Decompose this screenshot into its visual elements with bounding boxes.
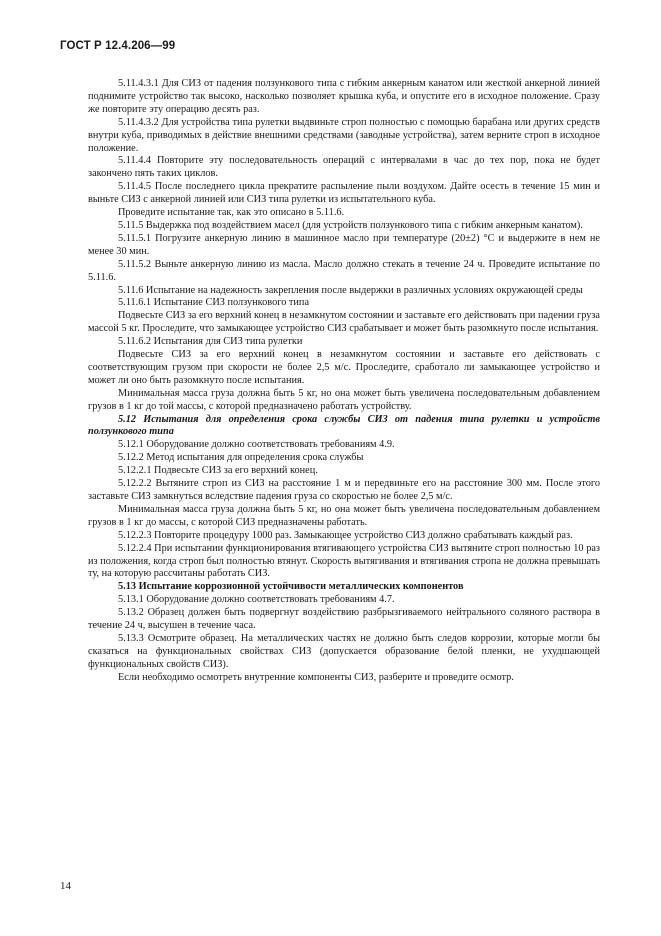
page-number: 14 <box>60 880 71 892</box>
paragraph: Минимальная масса груза должна быть 5 кг, но она может быть увеличена последовательным добавлением грузов в 1 кг до той массы, с которой предназначено работать устройству. <box>88 387 600 412</box>
paragraph: 5.11.4.5 После последнего цикла прекратите распыление пыли воздухом. Дайте осесть в течение 15 мин и выньте СИЗ с анкерной линией или СИЗ типа рулетки из испытательного куба. <box>88 181 600 206</box>
paragraph: Минимальная масса груза должна быть 5 кг, но она может быть увеличена последовательным добавлением грузов в 1 кг до массы, с которой СИЗ предназначены работать. <box>88 503 600 528</box>
section-heading-5-13: 5.13 Испытание коррозионной устойчивости металлических компонентов <box>118 581 464 593</box>
paragraph: 5.12.2.4 При испытании функционирования втягивающего устройства СИЗ вытяните строп полностью 10 раз из положения, когда строп был полностью втянут. Скорость вытягивания и втягивания стропа не должна превышать ту, на которую рассчитаны работать СИЗ. <box>88 542 600 580</box>
paragraph: 5.12.1 Оборудование должно соответствовать требованиям 4.9. <box>118 439 395 451</box>
paragraph: 5.11.6.1 Испытание СИЗ ползункового типа <box>118 297 310 309</box>
paragraph: 5.11.5 Выдержка под воздействием масел (для устройств ползункового типа с гибким анкерным канатом). <box>118 219 583 231</box>
paragraph: 5.13.2 Образец должен быть подвергнут воздействию разбрызгиваемого нейтрального соляного раствора в течение 24 ч, высушен в течение часа. <box>88 607 600 632</box>
paragraph: Если необходимо осмотреть внутренние компоненты СИЗ, разберите и проведите осмотр. <box>118 671 514 683</box>
paragraph: 5.11.5.2 Выньте анкерную линию из масла. Масло должно стекать в течение 24 ч. Проведите испытание по 5.11.6. <box>88 258 600 283</box>
section-heading-5-12: 5.12 Испытания для определения срока службы СИЗ от падения типа рулетки и устройств ползункового типа <box>88 413 600 438</box>
paragraph: 5.11.5.1 Погрузите анкерную линию в машинное масло при температуре (20±2) °С и выдержите в нем не менее 30 мин. <box>88 232 600 257</box>
paragraph: 5.12.2.3 Повторите процедуру 1000 раз. Замыкающее устройство СИЗ должно срабатывать каждый раз. <box>118 529 573 541</box>
paragraph: 5.13.3 Осмотрите образец. На металлических частях не должно быть следов коррозии, которые могли бы сказаться на функциональных свойствах СИЗ (допускается образование белой пленки, не ухудшающей функциональных свойств СИЗ). <box>88 632 600 670</box>
paragraph: 5.12.2.1 Подвесьте СИЗ за его верхний конец. <box>118 465 318 477</box>
paragraph: 5.12.2 Метод испытания для определения срока службы <box>118 452 364 464</box>
document-body <box>88 78 600 685</box>
paragraph: 5.11.4.3.1 Для СИЗ от падения ползункового типа с гибким анкерным канатом или жесткой анкерной линией поднимите устройство так высоко, насколько позволяет крышка куба, и опустите его в исходное положение. Сразу же повторите эту операцию десять раз. <box>88 78 600 115</box>
paragraph: 5.13.1 Оборудование должно соответствовать требованиям 4.7. <box>118 594 395 606</box>
document-header: ГОСТ Р 12.4.206—99 <box>60 40 176 52</box>
paragraph: 5.11.4.4 Повторите эту последовательность операций с интервалами в час до тех пор, пока не будет закончено пять таких циклов. <box>88 155 600 180</box>
paragraph: 5.11.6 Испытание на надежность закрепления после выдержки в различных условиях окружающей среды <box>118 284 583 296</box>
paragraph: Проведите испытание так, как это описано в 5.11.6. <box>118 207 345 219</box>
paragraph: Подвесьте СИЗ за его верхний конец в незамкнутом состоянии и заставьте его действовать с соответствующим грузом при скорости не более 2,5 м/с. Проследите, сработало ли замыкающее устройство и может ли оно быть разомкнуто после испытания. <box>88 349 600 386</box>
paragraph: 5.11.6.2 Испытания для СИЗ типа рулетки <box>118 336 303 348</box>
paragraph: 5.11.4.3.2 Для устройства типа рулетки выдвиньте строп полностью с помощью барабана или других средств внутри куба, приводимых в действие внешними средствами (заводные устройства), затем верните строп в исходное положение. <box>88 116 600 154</box>
paragraph: Подвесьте СИЗ за его верхний конец в незамкнутом состоянии и заставьте его действовать при падении груза массой 5 кг. Проследите, что замыкающее устройство СИЗ срабатывает и может быть разомкнуто после испытания. <box>88 310 600 335</box>
paragraph: 5.12.2.2 Вытяните строп из СИЗ на расстояние 1 м и передвиньте его на расстояние 300 мм. После этого заставьте СИЗ замкнуться вследствие падения груза со скоростью не более 2,5 м/с. <box>88 478 600 502</box>
